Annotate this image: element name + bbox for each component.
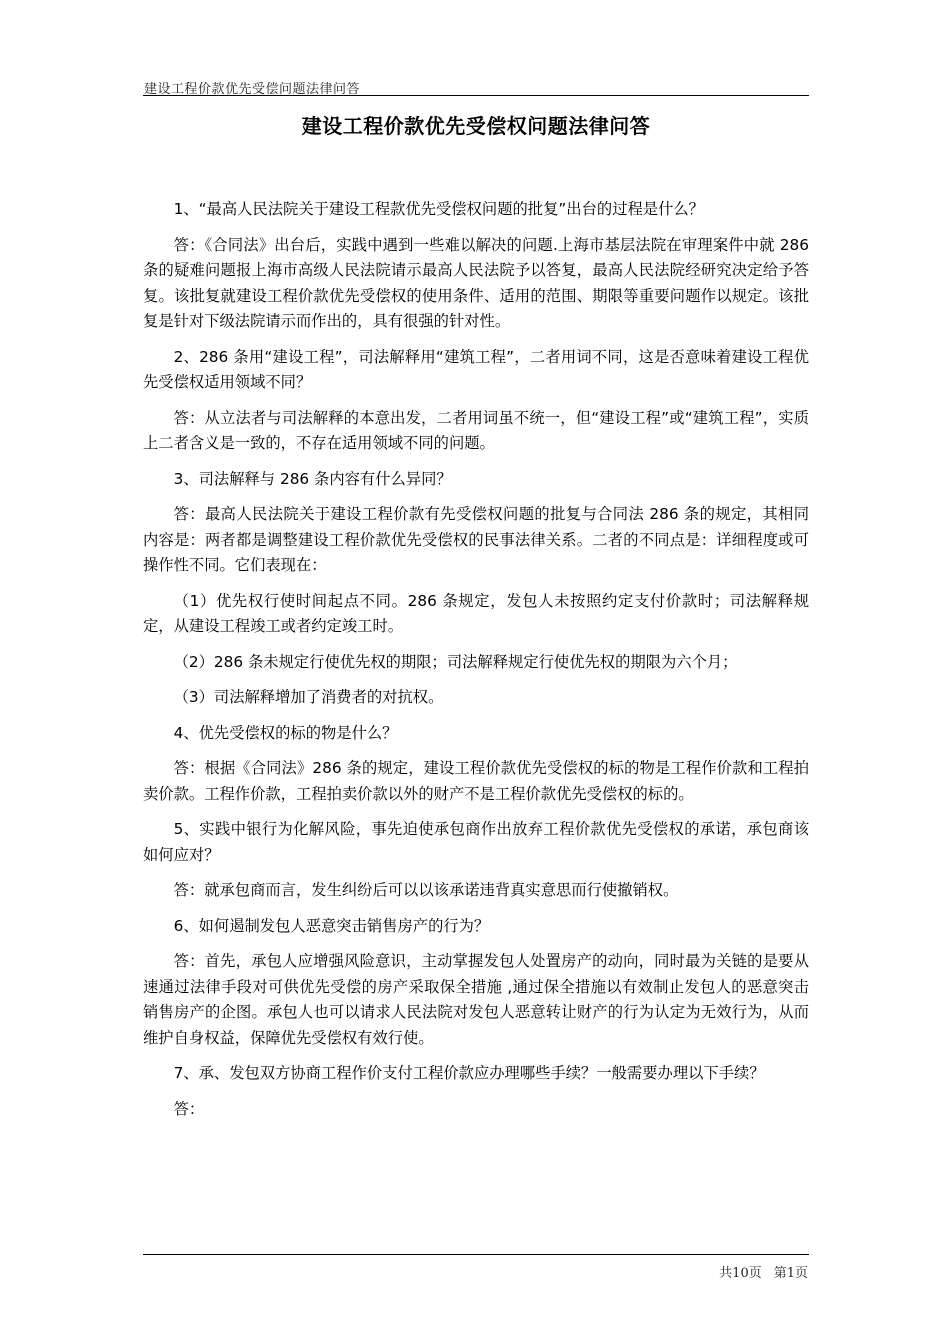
question-5: 5、实践中银行为化解风险，事先迫使承包商作出放弃工程价款优先受偿权的承诺，承包商该如何应对？	[143, 820, 809, 864]
answer-5: 答：就承包商而言，发生纠纷后可以以该承诺违背真实意思而行使撤销权。	[173, 881, 679, 899]
running-header: 建设工程价款优先受偿问题法律问答	[144, 82, 361, 97]
answer-2: 答：从立法者与司法解释的本意出发，二者用词虽不统一，但“建设工程”或“建筑工程”，实质上二者含义是一致的，不存在适用领域不同的问题。	[143, 408, 809, 452]
answer-6: 答：首先，承包人应增强风险意识，主动掌握发包人处置房产的动向，同时最为关链的是要从速通过法律手段对可供优先受偿的房产采取保全措施 ,通过保全措施以有效制止发包人的恶意突击销售房产的企图。承包人也可以请求人民法院对发包人恶意转让财产的行为认定为无效行为，从而维护自身权益，保障优先受偿权有效行使。	[143, 952, 809, 1047]
document-title: 建设工程价款优先受偿权问题法律问答	[301, 114, 651, 138]
answer-3-item-2: （2）286 条未规定行使优先权的期限；司法解释规定行使优先权的期限为六个月；	[173, 652, 738, 671]
header-divider	[143, 95, 809, 96]
page-footer	[719, 1262, 808, 1281]
question-4: 4、优先受偿权的标的物是什么？	[173, 723, 398, 742]
question-6: 6、如何遏制发包人恶意突击销售房产的行为？	[173, 916, 490, 935]
answer-3-item-3: （3）司法解释增加了消费者的对抗权。	[173, 688, 444, 706]
answer-3-item-1: （1）优先权行使时间起点不同。286 条规定，发包人未按照约定支付价款时；司法解释规定，从建设工程竣工或者约定竣工时。	[143, 591, 809, 635]
question-3: 3、司法解释与 286 条内容有什么异同？	[173, 469, 452, 488]
answer-3: 答：最高人民法院关于建设工程价款有先受偿权问题的批复与合同法 286 条的规定，其相同内容是：两者都是调整建设工程价款优先受偿权的民事法律关系。二者的不同点是：详细程度或可操作性不同。它们表现在：	[143, 505, 809, 574]
question-2: 2、286 条用“建设工程”，司法解释用“建筑工程”，二者用词不同，这是否意味着建设工程优先受偿权适用领域不同？	[143, 347, 809, 391]
answer-4: 答：根据《合同法》286 条的规定，建设工程价款优先受偿权的标的物是工程作价款和工程拍卖价款。工程作价款，工程拍卖价款以外的财产不是工程价款优先受偿权的标的。	[143, 759, 809, 803]
current-page: 第1页	[773, 1266, 808, 1281]
question-1: 1、“最高人民法院关于建设工程款优先受偿权问题的批复”出台的过程是什么？	[173, 200, 704, 218]
total-pages: 共10页	[719, 1266, 762, 1281]
question-7: 7、承、发包双方协商工程作价支付工程价款应办理哪些手续？一般需要办理以下手续？	[173, 1064, 765, 1082]
answer-7: 答：	[173, 1099, 205, 1118]
footer-divider	[143, 1254, 809, 1255]
document-body	[143, 197, 809, 1122]
answer-1: 答：《合同法》出台后，实践中遇到一些难以解决的问题.上海市基层法院在审理案件中就 286 条的疑难问题报上海市高级人民法院请示最高人民法院予以答复，最高人民法院经研究决定给予答复。该批复就建设工程价款优先受偿权的使用条件、适用的范围、期限等重要问题作以规定。该批复是针对下级法院请示而作出的，具有很强的针对性。	[143, 235, 809, 330]
